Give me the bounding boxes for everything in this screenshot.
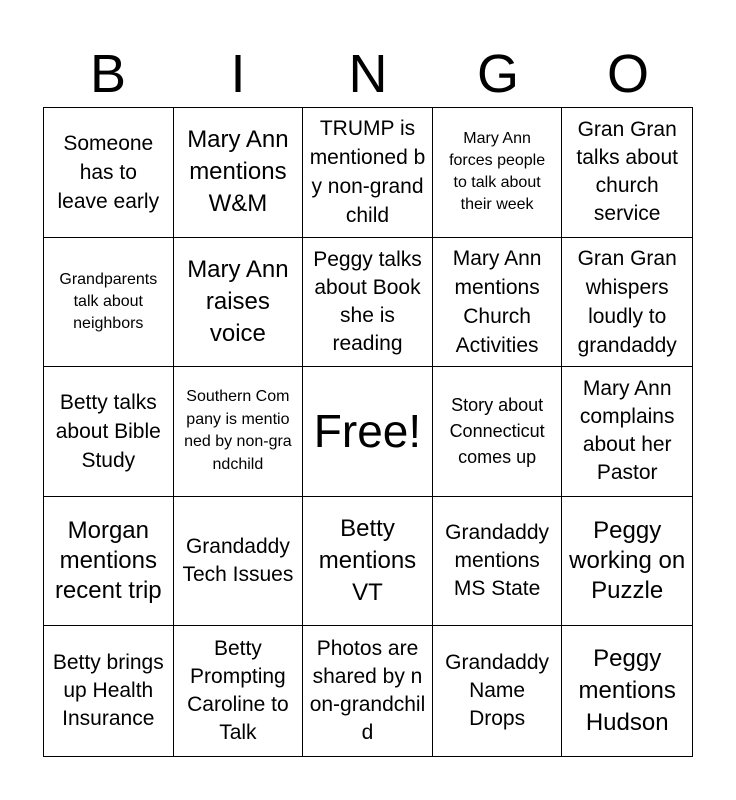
- bingo-cell[interactable]: [303, 108, 433, 238]
- header-letter-b: B: [89, 44, 127, 104]
- bingo-cell-text: Mary Ann mentions W&M: [187, 126, 289, 218]
- bingo-cell[interactable]: [303, 497, 433, 627]
- bingo-cell[interactable]: [303, 626, 433, 756]
- bingo-cell[interactable]: [44, 367, 174, 497]
- bingo-cell[interactable]: [562, 238, 692, 368]
- bingo-cell-text: Gran Gran whispers loudly to grandaddy: [577, 246, 677, 357]
- bingo-cell[interactable]: [44, 626, 174, 756]
- bingo-cell-text: Mary Ann mentions Church Activities: [452, 246, 542, 357]
- bingo-cell-text: Grandaddy Name Drops: [445, 651, 550, 731]
- bingo-cell-text: Grandaddy Tech Issues: [182, 535, 294, 587]
- bingo-cell-text: Gran Gran talks about church service: [576, 118, 678, 226]
- bingo-cell-text: Mary Ann raises voice: [187, 255, 289, 347]
- bingo-cell-text: Someone has to leave early: [57, 131, 160, 213]
- header-letter-n: N: [348, 44, 388, 104]
- bingo-cell[interactable]: [174, 626, 304, 756]
- bingo-cell[interactable]: [433, 108, 563, 238]
- bingo-cell[interactable]: [562, 626, 692, 756]
- bingo-cell-text: Grandparents talk about neighbors: [59, 270, 158, 332]
- bingo-cell[interactable]: [562, 367, 692, 497]
- free-space[interactable]: [303, 367, 433, 497]
- bingo-cell[interactable]: [303, 238, 433, 368]
- bingo-cell[interactable]: [174, 497, 304, 627]
- bingo-cell-text: Peggy talks about Book she is reading: [313, 247, 422, 355]
- bingo-cell-text: Betty brings up Health Insurance: [52, 651, 164, 731]
- bingo-cell-text: Morgan mentions recent trip: [54, 517, 162, 605]
- bingo-board: [43, 107, 693, 757]
- bingo-cell[interactable]: [44, 108, 174, 238]
- bingo-cell[interactable]: [174, 238, 304, 368]
- bingo-cell[interactable]: [44, 238, 174, 368]
- bingo-cell-text: Peggy mentions Hudson: [578, 645, 676, 737]
- bingo-cell[interactable]: [174, 108, 304, 238]
- bingo-cell-text: Betty mentions VT: [318, 515, 417, 607]
- header-letter-i: I: [230, 44, 246, 104]
- bingo-cell-text: Betty talks about Bible Study: [55, 390, 161, 472]
- bingo-cell[interactable]: [433, 238, 563, 368]
- bingo-header: [43, 40, 693, 108]
- bingo-cell[interactable]: [433, 626, 563, 756]
- bingo-cell[interactable]: [433, 367, 563, 497]
- bingo-cell-text: Mary Ann complains about her Pastor: [579, 377, 675, 485]
- bingo-cell-text: Mary Ann forces people to talk about their week: [449, 130, 546, 214]
- header-letter-g: G: [476, 44, 519, 104]
- bingo-cell-text: Peggy working on Puzzle: [569, 517, 686, 605]
- free-space-text: Free!: [313, 405, 422, 458]
- bingo-cell[interactable]: [44, 497, 174, 627]
- bingo-cell-text: Southern Company is mentioned by non-grandchild: [184, 388, 292, 473]
- header-letter-o: O: [606, 44, 649, 104]
- bingo-cell-text: Grandaddy mentions MS State: [445, 521, 550, 601]
- bingo-cell-text: Photos are shared by non-grandchild: [309, 637, 426, 745]
- bingo-cell[interactable]: [174, 367, 304, 497]
- bingo-cell-text: TRUMP is mentioned by non-grandchild: [309, 117, 426, 228]
- bingo-cell-text: Betty Prompting Caroline to Talk: [187, 637, 289, 745]
- bingo-cell[interactable]: [562, 108, 692, 238]
- bingo-cell[interactable]: [433, 497, 563, 627]
- bingo-cell-text: Story about Connecticut comes up: [449, 395, 545, 468]
- bingo-cell[interactable]: [562, 497, 692, 627]
